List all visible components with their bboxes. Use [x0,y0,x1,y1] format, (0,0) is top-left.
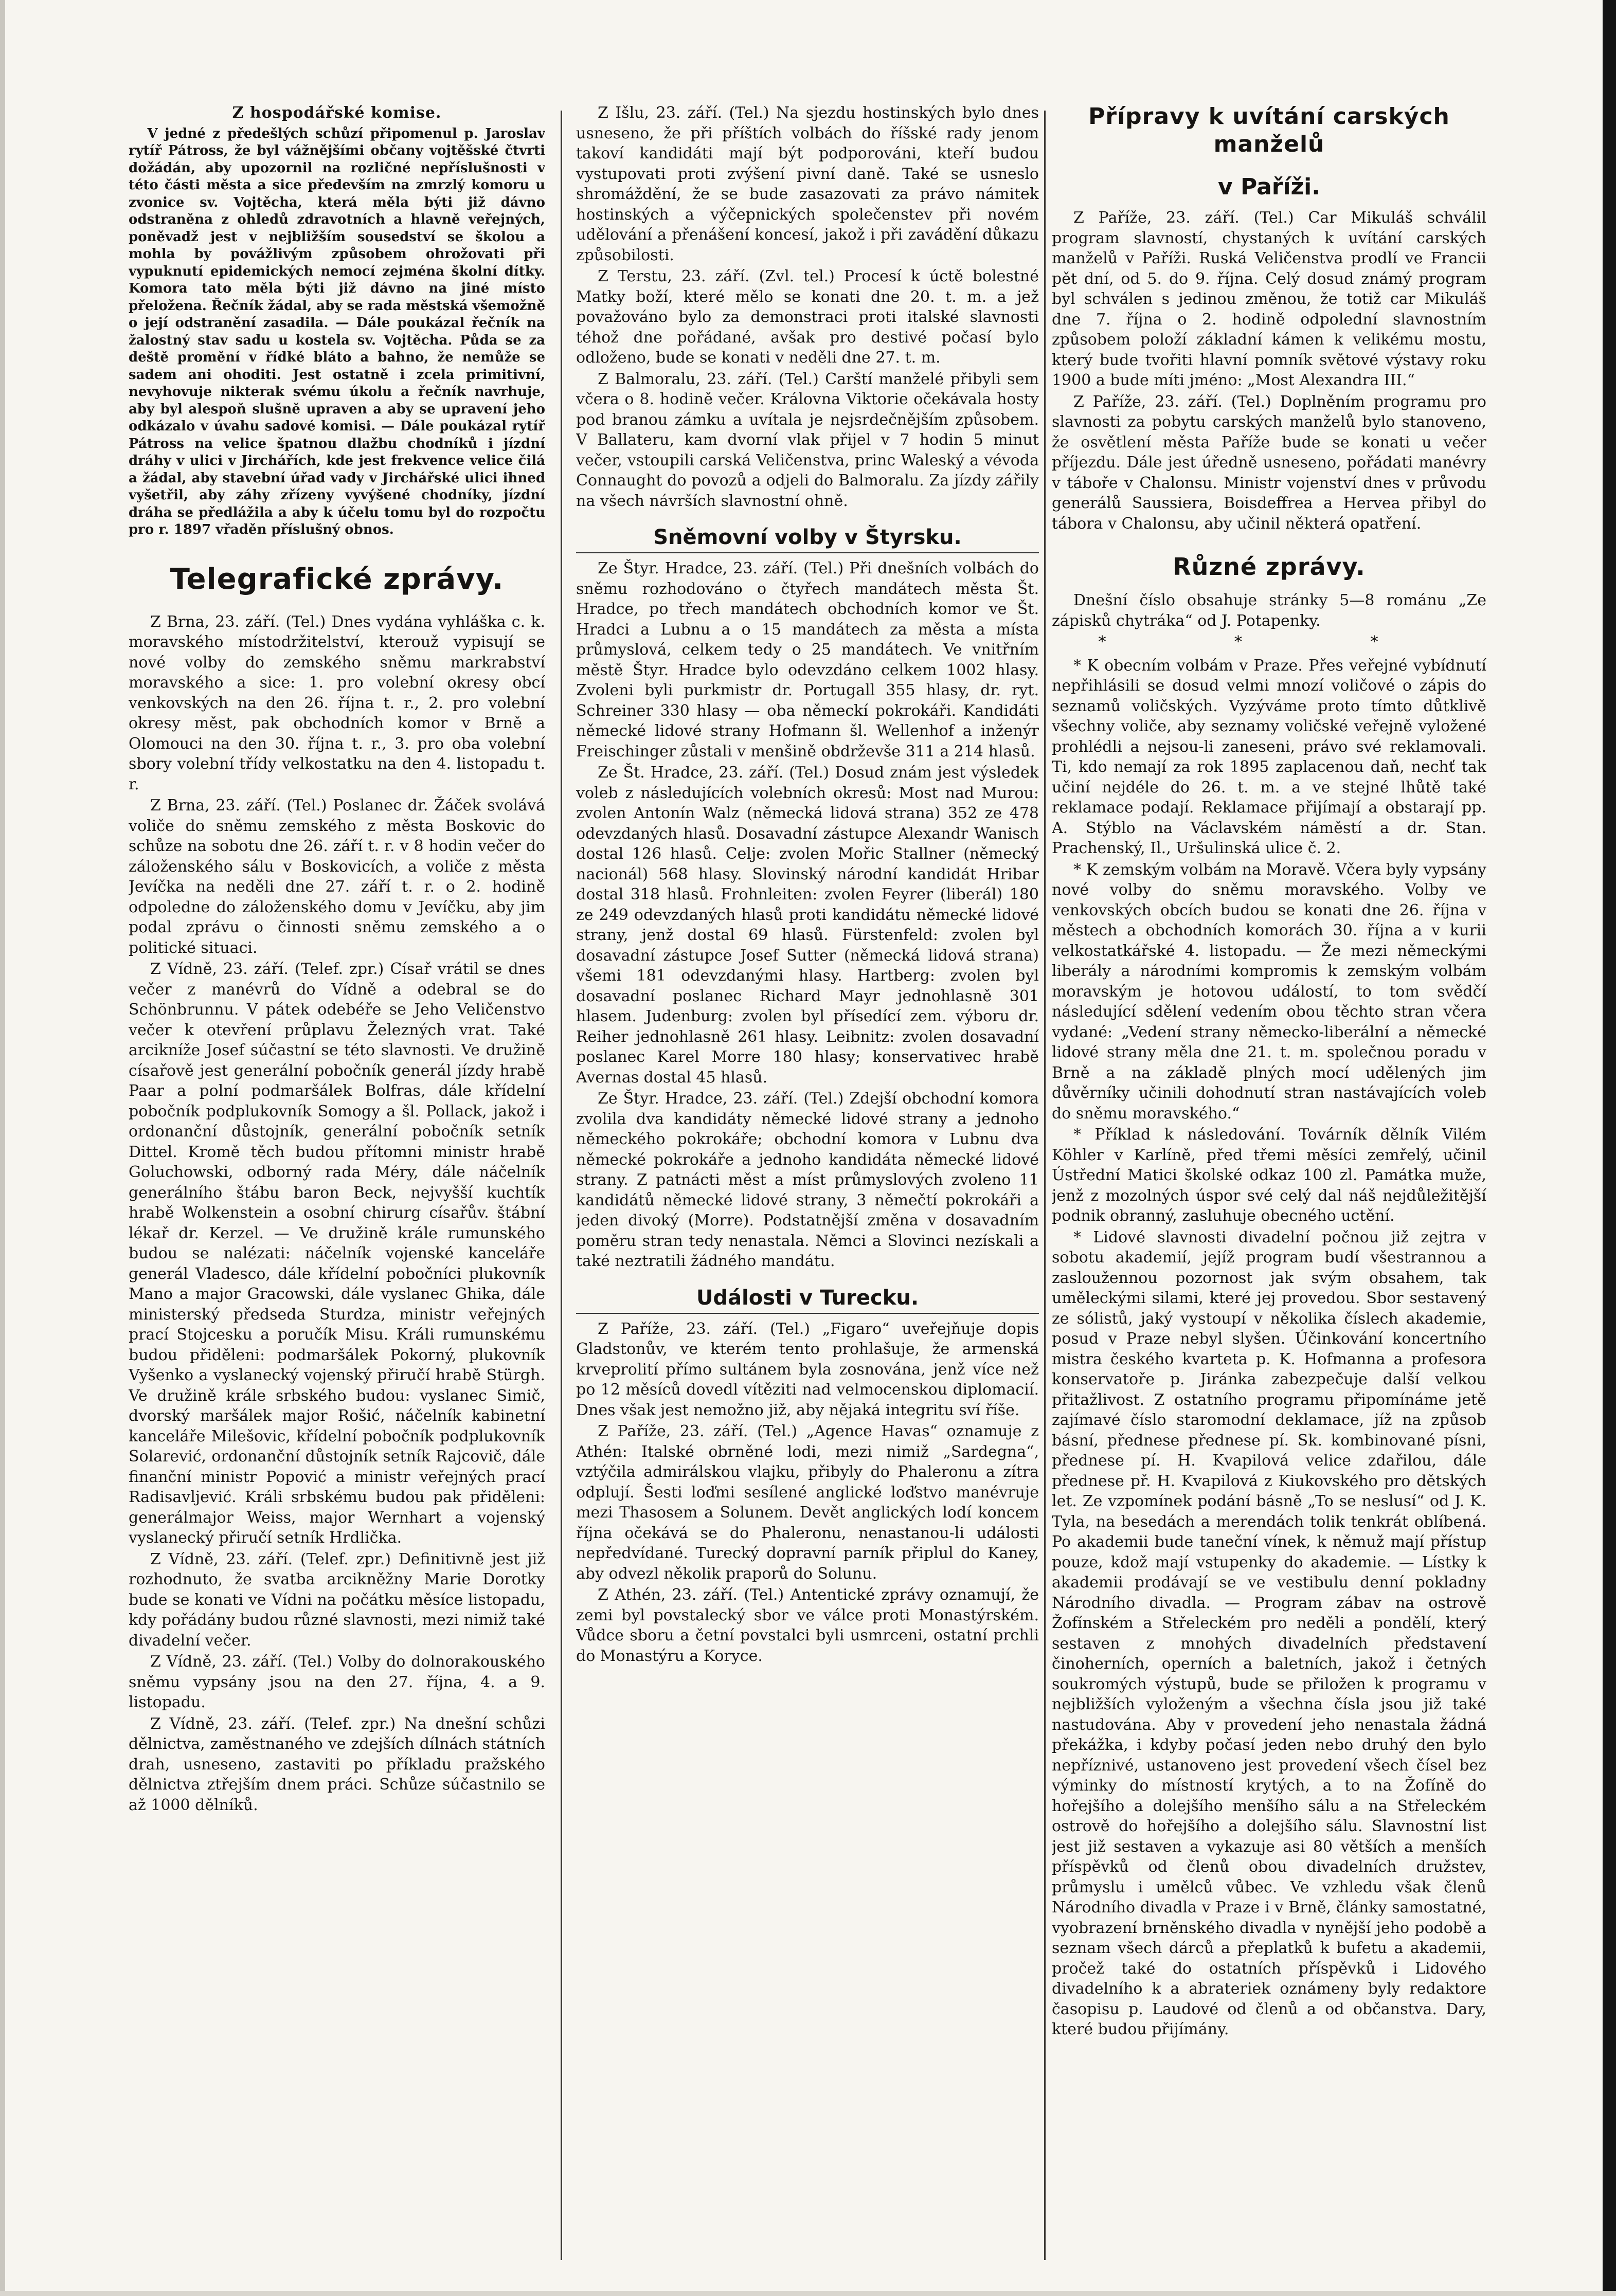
column-2 [576,103,1039,2263]
article-paragraph: Z Paříže, 23. září. (Tel.) „Agence Havas“ oznamuje z Athén: Italské obrněné lodi, mezi nimiž „Sardegna“, vztýčila admirálskou vlajku, přibyly do Phaleronu a zítra odplují. Šesti loďmi sesílené anglické loďstvo manévruje mezi Thasosem a Solunem. Devět anglických lodí koncem října očekává se do Phaleronu, nenastanou-li události nepředvídané. Turecký dopravní parník připlul do Kaney, aby odvezl několik praporů do Solunu. [576,1422,1039,1583]
article-paragraph: Z Balmoralu, 23. září. (Tel.) Carští manželé přibyli sem včera o 8. hodině večer. Královna Viktorie očekávala hosty pod branou zámku a uvítala je nejsrdečnějším způsobem. V Ballateru, kam dvorní vlak přijel v 7 hodin 5 minut večer, vstoupili carská Veličenstva, princ Waleský a vévoda Connaught do povozů a odjeli do Balmoralu. Za jízdy zářily na všech návrších slavnostní ohně. [576,370,1039,510]
article-paragraph: Ze Štyr. Hradce, 23. září. (Tel.) Při dnešních volbách do sněmu rozhodováno o čtyřech mandátech města Št. Hradce, po třech mandátech obchodních komor ve Št. Hradci a Lubnu a o 15 mandátech za města a místa průmyslová, celkem tedy o 25 mandátech. Ve vnitřním městě Štyr. Hradce bylo odevzdáno celkem 1002 hlasy. Zvoleni byli purkmistr dr. Portugall 355 hlasy, dr. ryt. Schreiner 330 hlasy — oba německí pokrokáři. Kandidáti německé lidové strany Hofmann šl. Wellenhof a inženýr Freischinger zůstali v menšině obdrževše 311 a 214 hlasů. [576,559,1039,761]
article-paragraph: Z Paříže, 23. září. (Tel.) Car Mikuláš schválil program slavností, chystaných k uvítání carských manželů v Paříži. Ruská Veličenstva prodlí ve Francii pět dní, od 5. do 9. října. Celý dosud známý program byl schválen s jedinou změnou, že totiž car Mikuláš dne 7. října o 2. hodině odpolední slavnostním způsobem položí základní kámen k velikému mostu, který bude tvořiti hlavní pomník světové výstavy roku 1900 a bude míti jméno: „Most Alexandra III.“ [1052,209,1486,389]
article-paragraph: * K zemským volbám na Moravě. Včera byly vypsány nové volby do sněmu moravského. Volby ve venkovských obcích budou se konati dne 26. října v městech a obchodních komorách 30. října a v kurii velkostatkářské 4. listopadu. — Že mezi německými liberály a národními kompromis k zemským volbám moravským je hotovou událostí, to tom svědčí následující sdělení vedením obou těchto stran včera vydané: „Vedení strany německo-liberální a německé lidové strany měla dne 21. t. m. společnou poradu v Brně a na základě plných mocí udělených jim důvěrníky učinili dohodnutí stran nastávajících voleb do sněmu moravského.“ [1052,860,1486,1123]
misc-news-heading: Různé zprávy. [1173,553,1366,581]
tsar-welcome-heading: Přípravy k uvítání carských manželů [1088,103,1450,157]
commission-paragraph: V jedné z předešlých schůzí připomenul p. Jaroslav rytíř Pátross, že byl vážnějšími občany vojtěšské čtvrti dožádán, aby upozornil na rozličné nepříslušnosti v této části města a sice především na zmrzlý komoru u zvonice sv. Vojtěcha, která měla býti již dávno odstraněna z ohledů zdravotních a hlavně veřejných, poněvadž jest v nejbližším sousedství se školou a mohla by povážlivým způsobem ohrožovati při vypuknutí epidemických nemocí zejména školní dítky. Komora tato měla býti již dávno na jiné místo přeložena. Řečník žádal, aby se rada městská všemožně o její odstranění zasadila. — Dále poukázal řečník na žalostný stav sadu u kostela sv. Vojtěcha. Půda se za deště promění v řídké bláto a bahno, že nemůže se sadem ani ohoditi. Jest ostatně i zcela primitivní, nevyhovuje nikterak svému úkolu a řečník navrhuje, aby byl alespoň slušně upraven a aby se upravení jeho odkázalo v úvahu sadové komisi. — Dále poukázal rytíř Pátross na velice špatnou dlažbu chodníků i jízdní dráhy v ulici v Jirchářích, kde jest frekvence velice čilá a žádal, aby stavební úřad vady v Jirchářské ulici ihned vyšetřil, aby záhy zřízeny vyvýšené chodníky, jízdní dráha se předlážila a aby k účelu tomu byl do rozpočtu pro r. 1897 vřaděn příslušný obnos. [129,125,545,537]
scan-edge-bottom [0,2291,1616,2296]
article-paragraph: Z Brna, 23. září. (Tel.) Poslanec dr. Žáček svolává voliče do sněmu zemského z města Boskovic do schůze na sobotu dne 26. září t. r. v 8 hodin večer do záloženského sálu v Boskovicích, a voliče z města Jevíčka na neděli dne 27. září t. r. o 2. hodině odpoledne do záloženského domu v Jevíčku, aby jim podal zprávu o činnosti sněmu zemského a o politické situaci. [129,797,545,957]
article-paragraph: * Lidové slavnosti divadelní počnou již zejtra v sobotu akademií, jejíž program budí všestrannou a zasloužennou pozornost jak svým obsahem, tak uměleckými silami, které jej provedou. Sbor sestavený ze sólistů, jaký vystoupí v několika číslech akademie, posud v Praze nebyl slyšen. Účinkování koncertního mistra českého kvarteta p. K. Hofmanna a profesora konservatoře p. Jiránka zabezpečuje další velkou přitažlivost. Z ostatního programu připomínáme jetě zajímavé číslo staromodní deklamace, jíž na způsob básní, přednese přednese pí. Sk. kombinované písni, přednese pí. H. Kvapilová velice zdařilou, dále přednese př. H. Kvapilová z Kiukovského pro dětských let. Ze vzpomínek podání básně „To se neslusí“ od J. K. Tyla, na besedách a merendách tolik tenkrát oblíbená. Po akademii bude taneční vínek, k němuž mají přístup pouze, kdož mají vstupenky do akademie. — Lístky k akademii prodávají se ve vestibulu denní pokladny Národního divadla. — Program zábav na ostrově Žofínském a Střeleckém pro neděli a pondělí, který sestaven z mnohých divadelních představení činoherních, operních a baletních, jakož i četných soukromých výstupů, bude se přiložen k programu v nejbližších vyloženým a všechna čísla jsou již také nastudována. Aby v provedení jeho nenastala žádná překážka, i kdyby počasí jeden nebo druhý den bylo nepříznivé, ustanoveno jest provedení všech čísel bez výminky do místností krytých, a to na Žofíně do hořejšího a dolejšího menšího sálu a na Střeleckém ostrově do hořejšího a dolejšího sálu. Slavnostní list jest již sestaven a vykazuje asi 80 větších a menších příspěvků od členů obou divadelních družstev, průmyslu i umělců vůbec. Ve vzhledu však členů Národního divadla v Praze i v Brně, články samostatné, vyobrazení brněnského divadla v nynější jeho podobě a seznam všech dárců a přeplatků k bufetu a akademii, pročež také do ostatních příspěvků i Lidového divadelního k a abrateriek oznámeny byly redaktore časopisu p. Laudové od členů a od občanstva. Dary, které budou přijímány. [1052,1228,1486,2038]
article-paragraph: Dnešní číslo obsahuje stránky 5—8 románu „Ze zápisků chytráka“ od J. Potapenky. [1052,591,1486,630]
article-paragraph: Z Paříže, 23. září. (Tel.) „Figaro“ uveřejňuje dopis Gladstonův, ve kterém tento prohlašuje, že armenská krveprolití přímo sultánem byla zosnována, jenž více než po 12 měsíců dovedl vítěziti nad velmocenskou diplomacií. Dnes však jest nemožno již, aby nějaká integritu sví říše. [576,1319,1039,1419]
article-paragraph: Z Vídně, 23. září. (Telef. zpr.) Císař vrátil se dnes večer z manévrů do Vídně a odebral se do Schönbrunnu. V pátek odebéře se Jeho Veličenstvo večer k otevření průplavu Železných vrat. Také arcikníže Josef súčastní se této slavnosti. Ve družině císařově jest generální pobočník generál jízdy hrabě Paar a polní podmaršálek Bolfras, dále křídelní pobočník podplukovník Somogy a šl. Pollack, jakož i ordonanční důstojník, generální pobočník setník Dittel. Kromě těch budou přítomni ministr hrabě Goluchowski, odborný rada Méry, dále náčelník generálního štábu baron Beck, nejvyšší kuchtík hrabě Wolkenstein a osobní chirurg císařův. štábní lékař dr. Kerzel. — Ve družině krále rumunského budou se nalézati: náčelník vojenské kanceláře generál Vladesco, dále křídelní pobočníci plukovník Mano a major Gracowski, dále vyslanec Ghika, dále ministerský předseda Sturdza, ministr veřejných prací Stojcesku a poručík Misu. Králi rumunskému budou přiděleni: podmaršálek Pokorný, plukovník Vyšenko a vyslanecký vojenský přiručí hrabě Stürgh. Ve družině krále srbského budou: vyslanec Simič, dvorský maršálek major Rošić, náčelník kabinetní kanceláře Milešovic, křídelní pobočník podplukovník Solarević, ordonanční důstojník setník Rajcovič, dále finanční ministr Popović a ministr veřejných prací Radisavljević. Králi srbskému budou pak přiděleni: generálmajor Weiss, major Wernhart a vojenský vyslanecký přiručí setník Hrdlička. [129,960,545,1547]
article-paragraph: Z Vídně, 23. září. (Tel.) Volby do dolnorakouského sněmu vypsány jsou na den 27. října, 4. a 9. listopadu. [129,1653,545,1711]
styria-elections-heading: Sněmovní volby v Štyrsku. [576,525,1039,553]
article-paragraph: Z Terstu, 23. září. (Zvl. tel.) Procesí k úctě bolestné Matky boží, které mělo se konati dne 20. t. m. a jež považováno bylo za demonstraci proti italské slavnosti téhož dne pořádané, avšak pro destivé počasí bylo odloženo, bude se konati v neděli dne 27. t. m. [576,267,1039,367]
commission-title: Z hospodářské komise. [232,104,442,122]
telegraph-heading: Telegrafické zprávy. [170,562,504,596]
column-3 [1052,103,1486,2263]
article-paragraph: * Příklad k následování. Továrník dělník Vilém Köhler v Karlíně, před třemi měsíci zemřelý, učinil Ústřední Matici školské odkaz 100 zl. Památka muže, jenž z mozolných úspor své celý dal náš nejdůležitější podnik obranný, zasluhuje obecného uctění. [1052,1126,1486,1225]
scan-edge-left [0,0,5,2296]
article-paragraph: Z Išlu, 23. září. (Tel.) Na sjezdu hostinských bylo dnes usneseno, že při příštích volbách do říšské rady jenom takoví kandidáti mají být podporováni, kteří budou vystupovati proti zvýšení pivní daně. Také se usneslo shromáždění, že se bude zasazovati za právo námitek hostinských a výčepnických společenstev při novém udělování a přenášení koncesí, jakož i při zavádění důkazu způsobilosti. [576,104,1039,264]
column-rule-2 [1044,111,1046,2260]
article-paragraph: Z Brna, 23. září. (Tel.) Dnes vydána vyhláška c. k. moravského místodržitelství, kterouž vypisují se nové volby do zemského sněmu markrabství moravského a sice: 1. pro volební okresy obcí venkovských na den 26. října t. r., 2. pro volební okresy měst, pak obchodních komor v Brně a Olomouci na den 30. října t. r., 3. pro oba volební sbory volební třídy velkostatku na den 4. listopadu t. r. [129,612,545,793]
column-rule-1 [561,111,562,2260]
article-paragraph: Z Vídně, 23. září. (Telef. zpr.) Na dnešní schůzi dělnictva, zaměstnaného ve zdejších dílnách státních drah, usneseno, zastaviti po příkladu pražského dělnictva ztřejším dnem práci. Schůze súčastnilo se až 1000 dělníků. [129,1714,545,1814]
section-stars: * * * [1098,633,1440,651]
article-paragraph: Ze Štyr. Hradce, 23. září. (Tel.) Zdejší obchodní komora zvolila dva kandidáty německé lidové strany a jednoho německého pokrokáře; obchodní komora v Lubnu dva německé pokrokáře a jednoho kandidáta německé lidové strany. Z patnácti měst a míst průmyslových zvoleno 11 kandidátů německé lidové strany, 3 němečtí pokrokáři a jeden divoký (Morre). Podstatnější změna v dosavadním poměru stran tedy nenastala. Němci a Slovinci nezískali a také neztratili žádného mandátu. [576,1090,1039,1270]
tsar-welcome-subheading: v Paříži. [1218,174,1320,200]
article-paragraph: Z Vídně, 23. září. (Telef. zpr.) Definitivně jest již rozhodnuto, že svatba arcikněžny Marie Dorotky bude se konati ve Vídni na počátku měsíce listopadu, kdy pořádány budou různé slavnosti, mezi nimiž také divadelní večer. [129,1550,545,1650]
column-1 [129,103,545,2263]
article-paragraph: * K obecním volbám v Praze. Přes veřejné vybídnutí nepřihlásili se dosud velmi mnozí voličové o zápis do seznamů voličských. Vyzýváme proto tímto důtklivě všechny voliče, aby seznamy voličské veřejně vyložené prohlédli a nejsou-li zaneseni, právo své reklamovali. Ti, kdo nemají za rok 1895 zaplacenou daň, nechť tak učiní nejdéle do 26. t. m. a ve stejné lhůtě také reklamace podají. Reklamace přijímají a obstarají pp. A. Stýblo na Václavském náměstí a dr. Stan. Prachenský, Il., Uršulinská ulice č. 2. [1052,656,1486,857]
article-paragraph: Z Paříže, 23. září. (Tel.) Doplněním programu pro slavnosti za pobytu carských manželů bylo stanoveno, že osvětlení města Paříže bude se konati u večer příjezdu. Dále jest úředně usneseno, pořádati manévry v táboře v Chalonsu. Ministr vojenství dnes v průvodu generálů Saussiera, Boisdeffrea a Hervea přibyl do tábora v Chalonsu, aby učinil některá opatření. [1052,392,1486,533]
article-paragraph: Ze Št. Hradce, 23. září. (Tel.) Dosud znám jest výsledek voleb z následujících volebních okresů: Most nad Murou: zvolen Antonín Walz (německá lidová strana) 352 ze 478 odevzdaných hlasů. Dosavadní zástupce Alexandr Wanisch dostal 126 hlasů. Celje: zvolen Mořic Stallner (německý nacionál) 568 hlasy. Slovinský národní kandidát Hribar dostal 318 hlasů. Frohnleiten: zvolen Feyrer (liberál) 180 ze 249 odevzdaných hlasů proti kandidátu německé lidové strany, jenž dostal 69 hlasů. Fürstenfeld: zvolen byl dosavadní zástupce Josef Sutter (německá lidová strana) všemi 181 odevzdanými hlasy. Hartberg: zvolen byl dosavadní poslanec Richard Mayr jednohlasně 301 hlasem. Judenburg: zvolen byl přísedící zem. výboru dr. Reiher jednohlasně 261 hlasy. Leibnitz: zvolen dosavadní poslanec Karel Morre 180 hlasy; konservativec hrabě Avernas dostal 45 hlasů. [576,764,1039,1087]
article-paragraph: Z Athén, 23. září. (Tel.) Antentické zprávy oznamují, že zemi byl povstalecký sbor ve válce proti Monastýrském. Vůdce sboru a četní povstalci byli usmrceni, ostatní prchli do Monastýru a Koryce. [576,1586,1039,1665]
turkey-events-heading: Události v Turecku. [576,1285,1039,1314]
scan-edge-right [1603,0,1616,2296]
